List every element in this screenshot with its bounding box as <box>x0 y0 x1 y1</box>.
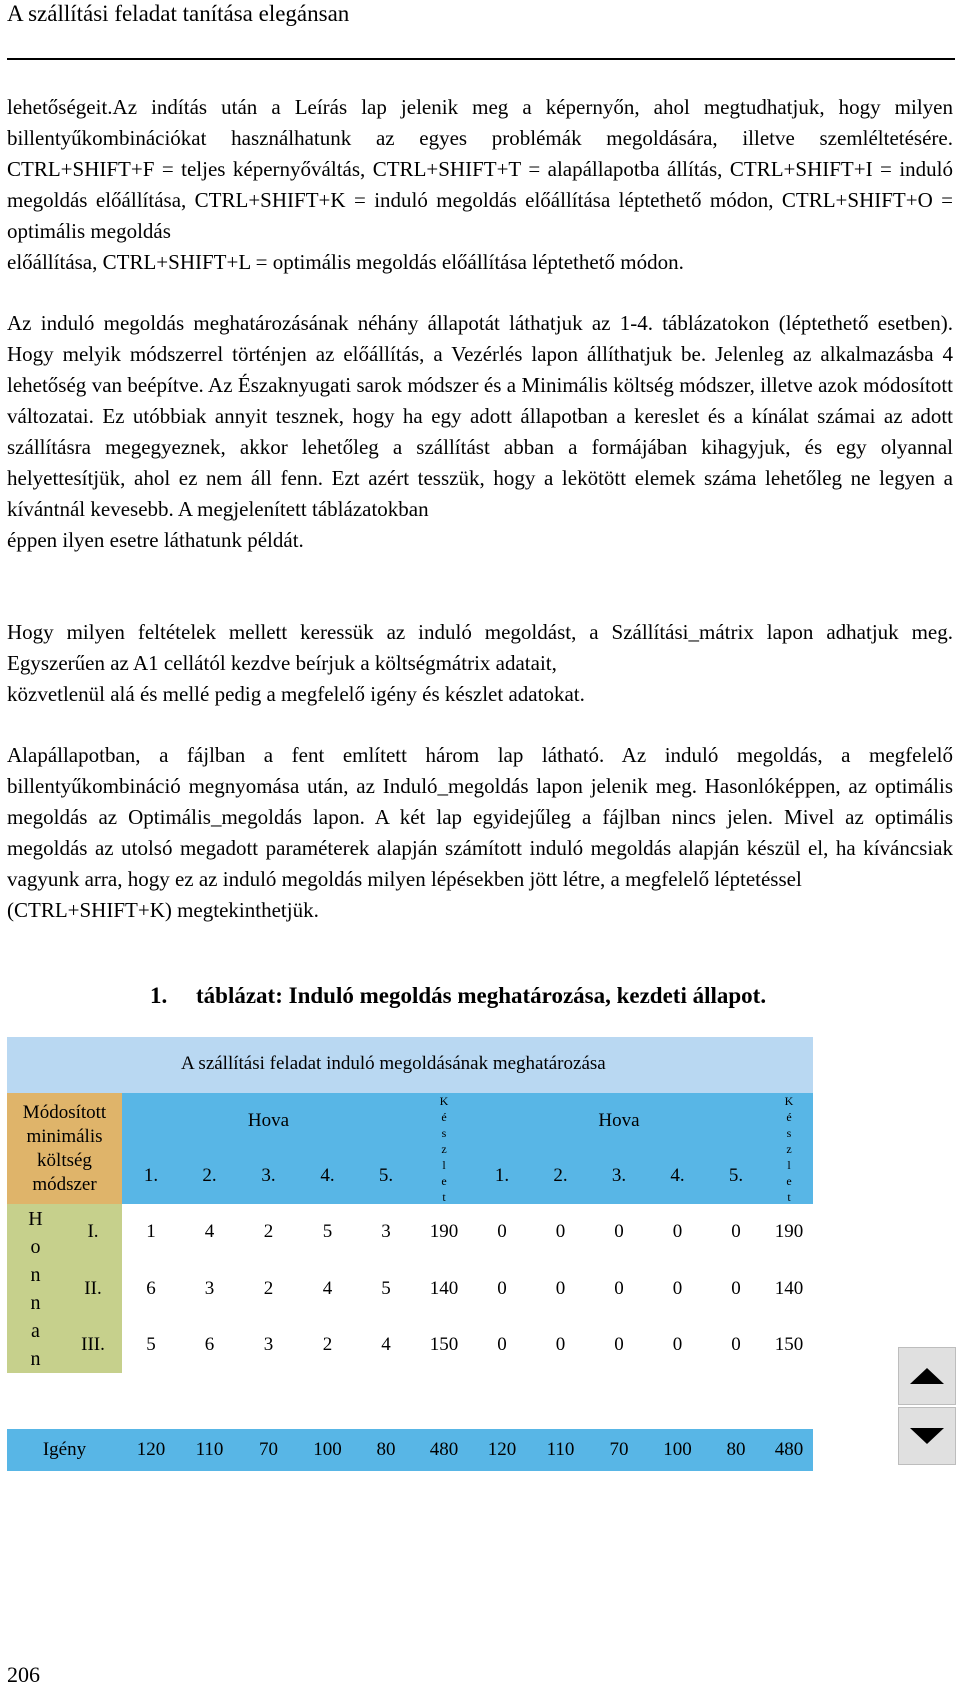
allocation-cell: 0 <box>590 1317 648 1373</box>
caption-number: 1. <box>150 983 168 1008</box>
keszlet-letter: s <box>786 1125 792 1140</box>
row-header: III. <box>64 1317 122 1373</box>
demand-cell-2: 80 <box>707 1429 765 1471</box>
allocation-cell: 0 <box>531 1204 590 1260</box>
method-label-line: költség <box>37 1149 92 1171</box>
arrow-up-icon <box>910 1368 944 1384</box>
paragraph-4 <box>7 740 953 957</box>
spreadsheet-screenshot <box>7 1037 813 1471</box>
paragraph-1 <box>7 92 953 309</box>
demand-cell-2: 70 <box>590 1429 648 1471</box>
cost-cell: 5 <box>357 1260 415 1317</box>
demand-cell: 100 <box>298 1429 357 1471</box>
column-header-2: 1. <box>473 1148 531 1204</box>
demand-cell: 110 <box>180 1429 239 1471</box>
cost-cell: 4 <box>357 1317 415 1373</box>
supply-cell: 190 <box>415 1204 473 1260</box>
step-down-button[interactable] <box>898 1407 956 1465</box>
paragraph-2-text: Az induló megoldás meghatározásának néhány állapotát láthatjuk az 1-4. táblázatokon (léptethető esetben). Hogy melyik módszerrel történjen az előállítás, a Vezérlés lapon állíthatjuk be. Jelenleg az alkalmazásba 4 lehetőség van beépítve. Az Északnyugati sarok módszer és a Minimális költség módszer, illetve azok módosított változatai. Ez utóbbiak annyit tesznek, hogy ha egy adott állapotban a kereslet és a kínálat számai az adott szállításra megegyeznek, akkor lehetőleg a szállítást abban a formájában kihagyjuk, és egy olyannal helyettesítjük, ahol ez nem áll fenn. Ezt azért tesszük, hogy a lekötött elemek száma lehetőleg ne legyen a kívántnál kevesebb. A megjelenített táblázatokban <box>7 311 953 521</box>
cost-cell: 3 <box>239 1317 298 1373</box>
keszlet-letter: e <box>441 1173 447 1188</box>
keszlet-letter: K <box>784 1093 794 1108</box>
supply-cell-2: 190 <box>765 1204 813 1260</box>
column-header-2: 3. <box>590 1148 648 1204</box>
allocation-cell: 0 <box>531 1260 590 1317</box>
cost-cell: 2 <box>298 1317 357 1373</box>
demand-total-2: 480 <box>765 1429 813 1471</box>
cost-cell: 2 <box>239 1204 298 1260</box>
cost-cell: 5 <box>122 1317 180 1373</box>
method-label-line: minimális <box>26 1125 103 1147</box>
honnan-letter: o <box>30 1235 41 1258</box>
paragraph-2 <box>7 308 953 587</box>
column-header-2: 2. <box>531 1148 590 1204</box>
column-header-2: 5. <box>707 1148 765 1204</box>
column-header: 3. <box>239 1148 298 1204</box>
keszlet-letter: z <box>786 1141 792 1156</box>
cost-cell: 6 <box>122 1260 180 1317</box>
paragraph-3 <box>7 617 953 741</box>
honnan-letter: n <box>30 1291 41 1314</box>
supply-cell: 150 <box>415 1317 473 1373</box>
allocation-cell: 0 <box>590 1260 648 1317</box>
keszlet-letter: e <box>786 1173 792 1188</box>
supply-cell-2: 150 <box>765 1317 813 1373</box>
honnan-letter: n <box>30 1263 41 1286</box>
allocation-cell: 0 <box>473 1204 531 1260</box>
header-rule <box>7 58 955 60</box>
column-header: 5. <box>357 1148 415 1204</box>
supply-cell-2: 140 <box>765 1260 813 1317</box>
demand-total: 480 <box>415 1429 473 1471</box>
allocation-cell: 0 <box>473 1317 531 1373</box>
cost-cell: 2 <box>239 1260 298 1317</box>
hova-header: Hova <box>122 1093 415 1148</box>
demand-label: Igény <box>7 1429 122 1471</box>
paragraph-1-text: lehetőségeit.Az indítás után a Leírás lap jelenik meg a képernyőn, ahol megtudhatjuk, hogy milyen billentyűkombinációkat használhatunk az egyes problémák megoldására, illetve szemléltetésére. CTRL+SHIFT+F = teljes képernyőváltás, CTRL+SHIFT+T = alapállapotba állítás, CTRL+SHIFT+I = induló megoldás előállítása, CTRL+SHIFT+K = induló megoldás előállítása léptethető módon, CTRL+SHIFT+O = optimális megoldás <box>7 95 953 243</box>
method-label-line: módszer <box>32 1173 97 1195</box>
allocation-cell: 0 <box>707 1260 765 1317</box>
honnan-letter: a <box>31 1319 40 1342</box>
demand-cell: 80 <box>357 1429 415 1471</box>
row-header: I. <box>64 1204 122 1260</box>
cost-cell: 3 <box>180 1260 239 1317</box>
paragraph-4-text: Alapállapotban, a fájlban a fent említett három lap látható. Az induló megoldás, a megfelelő billentyűkombináció megnyomása után, az Induló_megoldás lapon jelenik meg. Hasonlóképpen, az optimális megoldás az Optimális_megoldás lapon. A két lap egyidejűleg a fájlban nincs jelen. Mivel az optimális megoldás az utolsó megadott paraméterek alapján számított induló megoldás alapján készül el, ha kíváncsiak vagyunk arra, hogy ez az induló megoldás milyen lépésekben jött létre, a megfelelő léptetéssel <box>7 743 953 891</box>
paragraph-4-last-line: (CTRL+SHIFT+K) megtekinthetjük. <box>7 898 319 922</box>
arrow-down-icon <box>910 1428 944 1444</box>
allocation-cell: 0 <box>707 1204 765 1260</box>
honnan-letter: H <box>28 1207 43 1230</box>
honnan-letter: n <box>30 1347 41 1370</box>
cost-cell: 1 <box>122 1204 180 1260</box>
method-label <box>7 1093 122 1204</box>
spacer-row <box>7 1373 813 1429</box>
allocation-cell: 0 <box>590 1204 648 1260</box>
keszlet-letter: é <box>441 1109 447 1124</box>
row-header: II. <box>64 1260 122 1317</box>
keszlet-letter: é <box>786 1109 792 1124</box>
cost-cell: 4 <box>180 1204 239 1260</box>
keszlet-header <box>415 1093 473 1204</box>
page-number: 206 <box>7 1662 40 1687</box>
allocation-cell: 0 <box>648 1317 707 1373</box>
supply-cell: 140 <box>415 1260 473 1317</box>
honnan-header <box>7 1204 64 1373</box>
keszlet-letter: z <box>441 1141 447 1156</box>
cost-cell: 6 <box>180 1317 239 1373</box>
allocation-cell: 0 <box>707 1317 765 1373</box>
keszlet-letter: l <box>442 1157 446 1172</box>
allocation-cell: 0 <box>648 1204 707 1260</box>
cost-cell: 5 <box>298 1204 357 1260</box>
caption-text: táblázat: Induló megoldás meghatározása, kezdeti állapot. <box>196 983 767 1008</box>
demand-cell-2: 120 <box>473 1429 531 1471</box>
demand-cell: 70 <box>239 1429 298 1471</box>
cost-cell: 3 <box>357 1204 415 1260</box>
demand-cell-2: 100 <box>648 1429 707 1471</box>
column-header-2: 4. <box>648 1148 707 1204</box>
table-caption <box>150 983 766 1009</box>
cost-cell: 4 <box>298 1260 357 1317</box>
running-header: A szállítási feladat tanítása elegánsan <box>7 1 350 26</box>
allocation-cell: 0 <box>531 1317 590 1373</box>
paragraph-3-text: Hogy milyen feltételek mellett keressük az induló megoldást, a Szállítási_mátrix lapon adhatjuk meg. Egyszerűen az A1 cellától kezdve beírjuk a költségmátrix adatait, <box>7 620 953 675</box>
method-label-line: Módosított <box>22 1101 107 1123</box>
allocation-cell: 0 <box>648 1260 707 1317</box>
column-header: 1. <box>122 1148 180 1204</box>
paragraph-2-last-line: éppen ilyen esetre láthatunk példát. <box>7 528 304 552</box>
keszlet-letter: s <box>441 1125 447 1140</box>
keszlet-letter: t <box>442 1189 446 1204</box>
hova-header-2: Hova <box>473 1093 765 1148</box>
keszlet-letter: K <box>439 1093 449 1108</box>
column-header: 2. <box>180 1148 239 1204</box>
step-up-button[interactable] <box>898 1347 956 1405</box>
paragraph-3-last-line: közvetlenül alá és mellé pedig a megfelelő igény és készlet adatokat. <box>7 682 585 706</box>
keszlet-header-2 <box>765 1093 813 1204</box>
keszlet-letter: t <box>787 1189 791 1204</box>
demand-cell: 120 <box>122 1429 180 1471</box>
sheet-title: A szállítási feladat induló megoldásának meghatározása <box>181 1053 606 1074</box>
keszlet-letter: l <box>787 1157 791 1172</box>
column-header: 4. <box>298 1148 357 1204</box>
demand-cell-2: 110 <box>531 1429 590 1471</box>
allocation-cell: 0 <box>473 1260 531 1317</box>
paragraph-1-last-line: előállítása, CTRL+SHIFT+L = optimális megoldás előállítása léptethető módon. <box>7 250 684 274</box>
